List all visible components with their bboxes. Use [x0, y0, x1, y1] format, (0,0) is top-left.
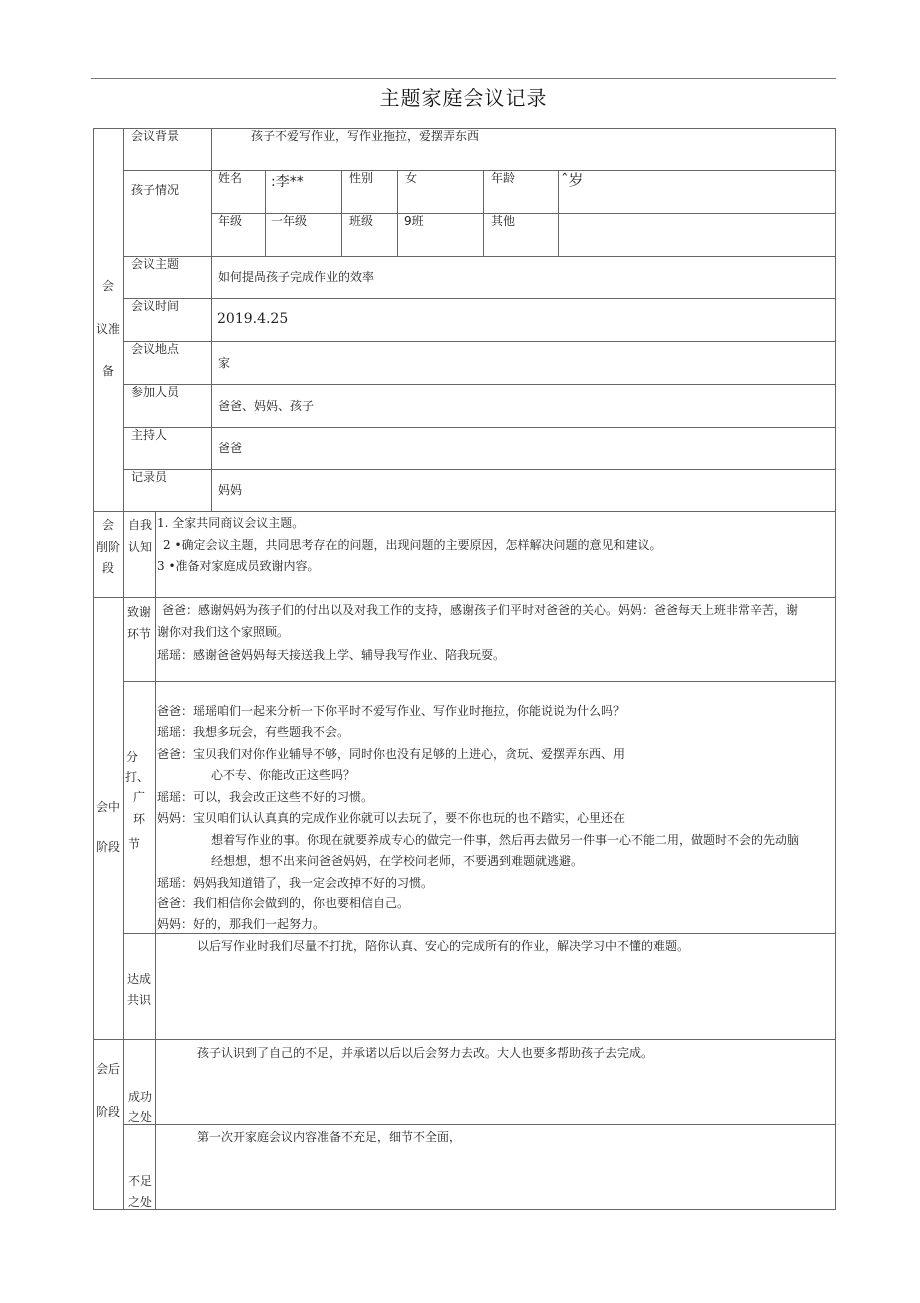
- during-stage-label-1: 会中: [96, 800, 121, 814]
- time-label: 会议时间: [131, 299, 180, 313]
- analysis-line-8: 经想想，想不出来问爸爸妈妈，在学校问老师，不要遇到难题就逃避。: [211, 854, 584, 868]
- before-line-2: 2 •确定会议主题，共同思考存在的问题，出现问题的主要原因，怎样解决问题的意见和建议。: [163, 538, 662, 552]
- before-line-3: 3 •准备对家庭成员致谢内容。: [157, 559, 320, 573]
- grade-label: 年级: [218, 214, 243, 228]
- analysis-label-1: 分: [126, 750, 139, 764]
- attendees-value: 爸爸、妈妈、孩子: [218, 399, 315, 413]
- during-stage-label-2: 阶段: [96, 840, 121, 854]
- age-value: ˆ岁: [561, 171, 584, 189]
- analysis-label-5: 节: [128, 837, 141, 851]
- analysis-label-2: 打、: [125, 770, 150, 784]
- analysis-label-cell: [123, 681, 156, 934]
- thanks-label-1: 致谢: [127, 605, 152, 619]
- host-value: 爸爸: [218, 441, 243, 455]
- consensus-label-2: 共识: [127, 993, 152, 1007]
- analysis-label-4: 环: [133, 812, 146, 826]
- name-label: 姓名: [218, 171, 243, 185]
- topic-label: 会议主题: [131, 257, 180, 271]
- age-value-cell: [558, 170, 836, 214]
- analysis-line-1: 爸爸：瑶瑶咱们一起来分析一下你平时不爱写作业、写作业时拖拉，你能说说为什么吗？: [157, 704, 626, 718]
- host-label: 主持人: [131, 428, 168, 442]
- shortfall-label-2: 之处: [128, 1195, 153, 1209]
- recorder-value: 妈妈: [218, 483, 243, 497]
- self-awareness-label-2: 认知: [128, 540, 153, 554]
- time-value-cell: [211, 298, 836, 342]
- thanks-line-2: 谢你对我们这个家照顾。: [157, 625, 290, 639]
- host-value-cell: [211, 427, 836, 470]
- class-value: 9班: [404, 214, 424, 228]
- analysis-line-10: 爸爸：我们相信你会做到的，你也要相信自己。: [157, 896, 410, 910]
- prep-stage-label-3: 备: [102, 364, 115, 378]
- thanks-line-3: 瑶瑶：感谢爸爸妈妈每天接送我上学、辅导我写作业、陪我玩耍。: [157, 648, 506, 662]
- success-label-1: 成功: [128, 1090, 153, 1104]
- during-stage-cell: [93, 597, 124, 1040]
- before-line-1: 1. 全家共同商议会议主题。: [157, 516, 305, 530]
- after-stage-label-1: 会后: [96, 1062, 121, 1076]
- consensus-label-1: 达成: [127, 972, 152, 986]
- before-stage-label-1: 会: [102, 518, 115, 532]
- analysis-label-3: 广: [133, 790, 146, 804]
- analysis-line-6: 妈妈：宝贝咱们认认真真的完成作业你就可以去玩了，要不你也玩的也不踏实，心里还在: [157, 811, 626, 825]
- analysis-line-5: 瑶瑶：可以，我会改正这些不好的习惯。: [157, 790, 374, 804]
- prep-stage-label-2: 议准: [96, 322, 121, 336]
- recorder-label: 记录员: [131, 470, 168, 484]
- recorder-value-cell: [211, 469, 836, 512]
- success-text: 孩子认识到了自己的不足，并承诺以后以后会努力去改。大人也要多帮助孩子去完成。: [197, 1046, 654, 1060]
- gender-value: 女: [405, 171, 418, 185]
- other-label: 其他: [491, 214, 516, 228]
- background-label: 会议背景: [131, 129, 180, 143]
- class-label: 班级: [349, 214, 374, 228]
- child-label: 孩子情况: [131, 183, 180, 197]
- analysis-line-4: 心不专、你能改正这些吗？: [211, 768, 356, 782]
- analysis-line-7: 想着写作业的事。你现在就要养成专心的做完一件事，然后再去做另一件事一心不能二用，做题时不会的先动脑: [211, 833, 800, 847]
- gender-label: 性别: [349, 171, 374, 185]
- self-awareness-label-1: 自我: [128, 518, 153, 532]
- consensus-text: 以后写作业时我们尽量不打扰，陪你认真、安心的完成所有的作业，解决学习中不懂的难题。: [197, 939, 690, 953]
- top-rule: [91, 78, 836, 79]
- topic-value: 如何提咼孩子完成作业的效率: [218, 270, 375, 284]
- before-stage-label-3: 段: [102, 561, 115, 575]
- background-value: 孩子不爱写作业，写作业拖拉，爱摆弄东西: [251, 129, 480, 143]
- analysis-line-9: 瑶瑶：妈妈我知道错了，我一定会改掉不好的习惯。: [157, 876, 434, 890]
- time-value: 2019.4.25: [217, 311, 289, 327]
- before-stage-label-2: 削阶: [96, 540, 121, 554]
- page-title: 主题家庭会议记录: [379, 86, 548, 110]
- shortfall-text: 第一次开家庭会议内容准备不充足，细节不全面，: [197, 1130, 462, 1144]
- place-label: 会议地点: [131, 342, 180, 356]
- grade-value: 一年级: [271, 214, 308, 228]
- shortfall-label-1: 不足: [128, 1174, 153, 1188]
- name-value: :李**: [271, 174, 304, 190]
- place-value-cell: [211, 341, 836, 385]
- analysis-line-3: 爸爸：宝贝我们对你作业辅导不够，同时你也没有足够的上进心，贪玩、爱摆弄东西、用: [157, 747, 626, 761]
- analysis-line-11: 妈妈：好的，那我们一起努力。: [157, 917, 326, 931]
- other-value-cell: [558, 213, 836, 257]
- thanks-line-1: 爸爸：感谢妈妈为孩子们的付出以及对我工作的支持，感谢孩子们平时对爸爸的关心。妈妈：爸爸每天上班非常辛苦，谢: [162, 603, 799, 617]
- age-label: 年龄: [491, 171, 516, 185]
- attendees-label: 参加人员: [131, 385, 180, 399]
- prep-stage-label-1: 会: [102, 279, 115, 293]
- place-value: 家: [218, 356, 231, 370]
- analysis-line-2: 瑶瑶：我想多玩会，有些题我不会。: [157, 725, 350, 739]
- success-label-2: 之处: [128, 1110, 153, 1124]
- after-stage-label-2: 阶段: [96, 1105, 121, 1119]
- thanks-label-2: 环节: [127, 627, 152, 641]
